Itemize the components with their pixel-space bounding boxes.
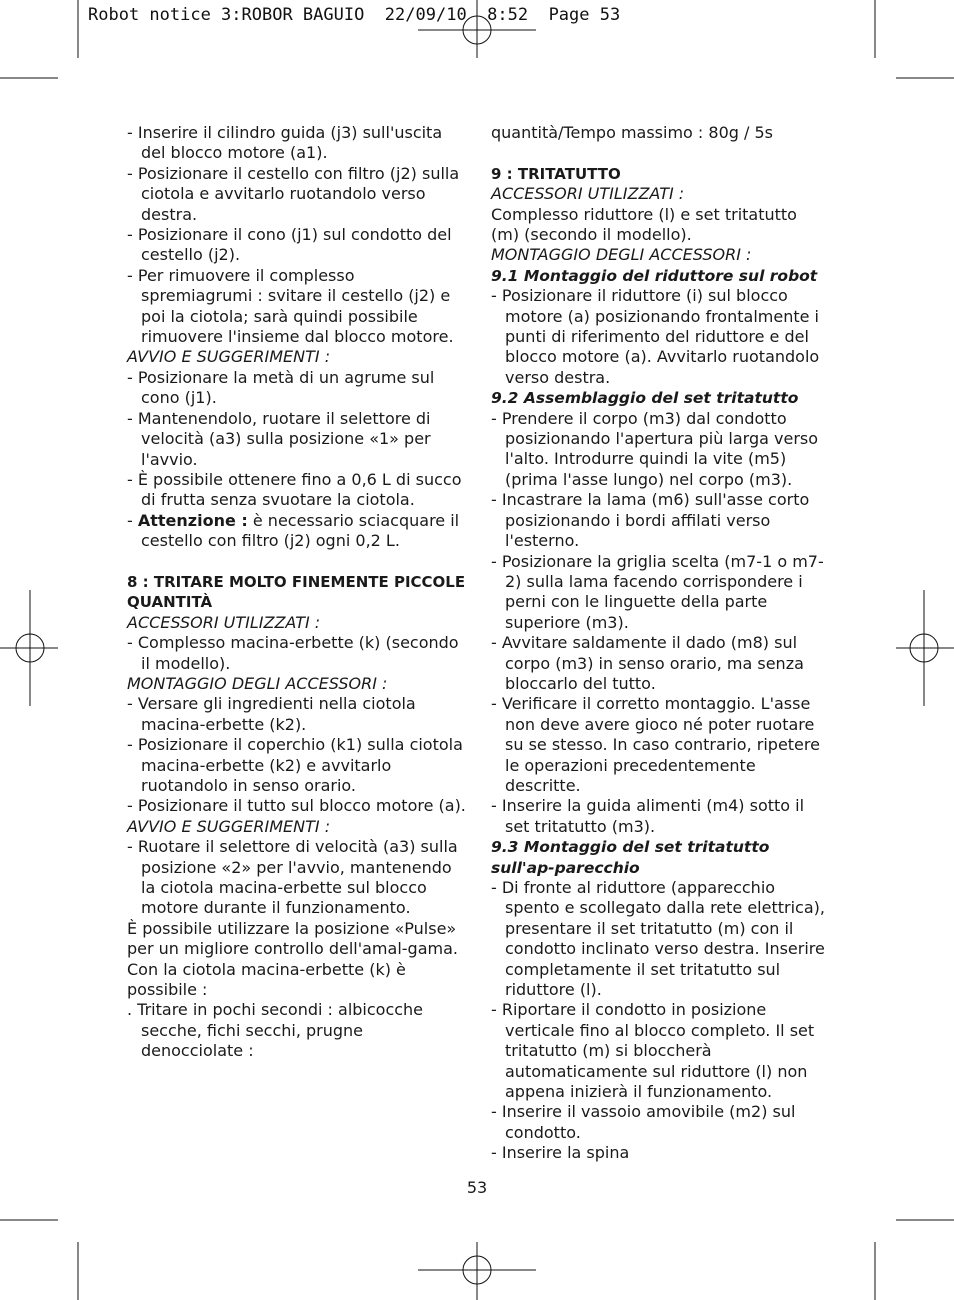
subsection-label: MONTAGGIO DEGLI ACCESSORI :	[127, 673, 388, 693]
subsection-label: AVVIO E SUGGERIMENTI :	[127, 347, 331, 367]
right-column	[491, 123, 827, 1164]
list-item: - Ruotare il selettore di velocità (a3) sulla posizione «2» per l'avvio, mantenendo la ciotola macina-erbette sul blocco motore durante il funzionamento.	[127, 837, 458, 918]
paragraph: È possibile utilizzare la posizione «Pulse» per un migliore controllo dell'amal-gama.	[127, 918, 458, 959]
registration-mark-left	[0, 590, 58, 706]
subsection-label: ACCESSORI UTILIZZATI :	[127, 612, 321, 632]
list-item: - Incastrare la lama (m6) sull'asse corto posizionando i bordi affilati verso l'esterno.	[491, 490, 810, 551]
registration-mark-bottom	[418, 1242, 536, 1300]
list-item: - Verificare il corretto montaggio. L'asse non deve avere gioco né poter ruotare su se stesso. In caso contrario, ripetere le operazioni precedentemente descritte.	[491, 694, 820, 795]
paragraph: Con la ciotola macina-erbette (k) è possibile :	[127, 959, 406, 1000]
paragraph-gap	[491, 143, 827, 163]
registration-mark-right	[896, 590, 954, 706]
list-item: - Inserire il cilindro guida (j3) sull'uscita del blocco motore (a1).	[127, 123, 443, 163]
section-heading: 9 : TRITATUTTO	[491, 164, 621, 183]
paragraph-gap	[127, 552, 467, 572]
list-item: - Posizionare la griglia scelta (m7-1 o m7-2) sulla lama facendo corrispondere i perni con le linguette della parte superiore (m3).	[491, 551, 824, 632]
page-number: 53	[466, 1178, 488, 1197]
list-bullet: -	[127, 510, 138, 530]
list-item: - Posizionare il riduttore (i) sul blocco motore (a) posizionando frontalmente i punti di riferimento del riduttore e del blocco motore (a). Avvitarlo ruotandolo verso destra.	[491, 286, 820, 387]
print-slug: Robot notice 3:ROBOR BAGUIO 22/09/10 8:52 Page 53	[88, 5, 621, 25]
registration-mark-top	[418, 0, 536, 58]
list-item: - Posizionare il cestello con filtro (j2) sulla ciotola e avvitarlo ruotandolo verso destra.	[127, 163, 460, 224]
list-item: - Inserire il vassoio amovibile (m2) sul condotto.	[491, 1102, 796, 1142]
list-item: - Posizionare il coperchio (k1) sulla ciotola macina-erbette (k2) e avvitarlo ruotandolo in senso orario.	[127, 735, 463, 795]
left-column	[127, 123, 467, 1062]
list-item: - Mantenendolo, ruotare il selettore di velocità (a3) sulla posizione «1» per l'avvio.	[127, 408, 431, 469]
list-item-text: è necessario sciacquare il cestello con filtro (j2) ogni 0,2 L.	[141, 510, 460, 551]
list-item: - Avvitare saldamente il dado (m8) sul corpo (m3) in senso orario, ma senza bloccarlo del tutto.	[491, 633, 804, 693]
list-item: - Complesso macina-erbette (k) (secondo il modello).	[127, 633, 459, 673]
list-item: - Versare gli ingredienti nella ciotola macina-erbette (k2).	[127, 694, 416, 734]
subsection-heading: 9.3 Montaggio del set tritatutto sull'ap-parecchio	[491, 838, 770, 877]
subsection-label: ACCESSORI UTILIZZATI :	[491, 184, 685, 204]
subsection-label: MONTAGGIO DEGLI ACCESSORI :	[491, 245, 752, 265]
list-item: - Inserire la guida alimenti (m4) sotto il set tritatutto (m3).	[491, 796, 805, 836]
list-item: - Posizionare il tutto sul blocco motore (a).	[127, 796, 466, 816]
bold-label: Attenzione :	[137, 510, 248, 530]
paragraph: Complesso riduttore (l) e set tritatutto (m) (secondo il modello).	[491, 204, 797, 245]
section-heading: 8 : TRITARE MOLTO FINEMENTE PICCOLE QUANTITÀ	[127, 572, 466, 612]
list-item: - Posizionare il cono (j1) sul condotto del cestello (j2).	[127, 225, 452, 265]
list-item: - Prendere il corpo (m3) dal condotto posizionando l'apertura più larga verso l'alto. Introdurre quindi la vite (m5) (prima l'asse lungo) nel corpo (m3).	[491, 408, 819, 489]
list-item: . Tritare in pochi secondi : albicocche secche, fichi secchi, prugne denocciolate :	[127, 1000, 424, 1061]
list-item: - Riportare il condotto in posizione verticale fino al blocco completo. Il set tritatutto (m) si bloccherà automaticamente sul riduttore (l) non appena inizierà il funzionamento.	[491, 1000, 815, 1102]
list-item: - Posizionare la metà di un agrume sul cono (j1).	[127, 367, 435, 408]
subsection-heading: 9.1 Montaggio del riduttore sul robot	[491, 266, 818, 285]
list-item	[127, 511, 467, 552]
subsection-label: AVVIO E SUGGERIMENTI :	[127, 816, 331, 836]
list-item: quantità/Tempo massimo : 80g / 5s	[491, 123, 773, 142]
list-item: - Per rimuovere il complesso spremiagrumi : svitare il cestello (j2) e poi la ciotola; sarà quindi possibile rimuovere l'insieme dal blocco motore.	[127, 265, 454, 347]
list-item: - Di fronte al riduttore (apparecchio spento e scollegato dalla rete elettrica), presentare il set tritatutto (m) con il condotto inclinato verso destra. Inserire completamente il set tritatutto sul riduttore (l).	[491, 878, 825, 1000]
subsection-heading: 9.2 Assemblaggio del set tritatutto	[491, 389, 799, 408]
list-item: - È possibile ottenere fino a 0,6 L di succo di frutta senza svuotare la ciotola.	[127, 469, 462, 510]
list-item: - Inserire la spina	[491, 1143, 630, 1163]
